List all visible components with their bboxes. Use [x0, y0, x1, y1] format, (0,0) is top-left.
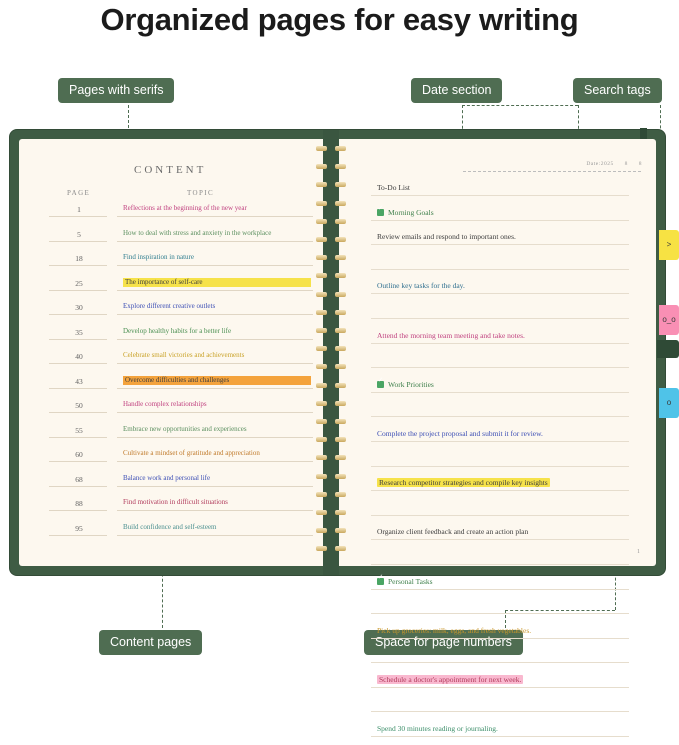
spiral-coil [316, 217, 346, 226]
spiral-coil [316, 271, 346, 280]
table-row [45, 397, 313, 422]
list-item [377, 179, 639, 204]
toc-topic: Cultivate a mindset of gratitude and appreciation [123, 449, 260, 457]
ruled-line [117, 314, 313, 315]
page-left-content [19, 139, 325, 566]
toc-topic: Reflections at the beginning of the new year [123, 204, 247, 212]
spiral-coil [316, 235, 346, 244]
ruled-line [49, 510, 107, 511]
toc-page-number: 18 [75, 254, 83, 263]
ruled-line [117, 363, 313, 364]
list-item [377, 523, 639, 548]
list-item [377, 400, 639, 425]
toc-topic: Find motivation in difficult situations [123, 498, 228, 506]
note-text [377, 379, 434, 390]
spiral-coil [316, 453, 346, 462]
ruled-line [371, 392, 629, 393]
note-label: Morning Goals [388, 207, 434, 217]
note-label: Review emails and respond to important ones. [377, 232, 516, 242]
ruled-line [49, 339, 107, 340]
ruled-line [117, 216, 313, 217]
list-item [377, 597, 639, 622]
list-item [377, 425, 639, 450]
list-item [377, 376, 639, 401]
toc-topic: Develop healthy habits for a better life [123, 326, 232, 335]
note-label: To-Do List [377, 183, 411, 192]
ruled-line [371, 736, 629, 737]
date-section [577, 161, 642, 167]
spiral-coil [316, 490, 346, 499]
toc-page-number: 35 [75, 327, 83, 337]
ruled-line [371, 367, 629, 368]
ruled-line [371, 515, 629, 516]
toc-page-number: 95 [75, 523, 83, 533]
table-row [45, 373, 313, 398]
column-header-page: PAGE [67, 189, 91, 197]
toc-page-number: 55 [75, 425, 83, 435]
table-row [45, 495, 313, 520]
note-label: Schedule a doctor's appointment for next week. [379, 674, 522, 684]
toc-page-number: 30 [75, 303, 83, 312]
spiral-coil [316, 508, 346, 517]
notes-list [377, 179, 639, 745]
spiral-coil [316, 544, 346, 553]
ruled-line [371, 662, 629, 663]
note-label: Pick up groceries: milk, eggs, and fresh vegetables. [377, 625, 532, 635]
toc-topic: How to deal with stress and anxiety in the workplace [123, 228, 272, 237]
list-item [377, 351, 639, 376]
table-of-contents [45, 201, 313, 544]
toc-page-number: 60 [75, 450, 83, 459]
ruled-line [371, 564, 629, 565]
toc-topic: The importance of self-care [123, 278, 311, 288]
spiral-coil [316, 199, 346, 208]
note-label: Personal Tasks [388, 576, 433, 586]
date-label: Date:2025 [586, 161, 614, 167]
list-item [377, 499, 639, 524]
ruled-line [371, 244, 629, 245]
checkbox-checked-icon[interactable] [377, 381, 384, 388]
spiral-coil [316, 144, 346, 153]
note-label: Spend 30 minutes reading or journaling. [377, 724, 498, 734]
note-text [377, 182, 410, 193]
note-text [377, 428, 543, 439]
ruled-line [49, 241, 107, 242]
ruled-line [117, 241, 313, 242]
list-item [377, 450, 639, 475]
note-label: Organize client feedback and create an action plan [377, 527, 529, 537]
ruled-line [117, 339, 313, 340]
spiral-coil [316, 180, 346, 189]
ruled-line [117, 265, 313, 266]
ruled-line [371, 220, 629, 221]
note-text [377, 330, 525, 341]
ruled-line [371, 687, 629, 688]
list-item [377, 204, 639, 229]
toc-page-number: 50 [75, 401, 83, 410]
ruled-line [49, 437, 107, 438]
ruled-line [49, 461, 107, 462]
table-row [45, 446, 313, 471]
toc-topic: Explore different creative outlets [123, 302, 216, 310]
toc-page-number: 40 [75, 352, 83, 361]
ruled-line [371, 613, 629, 614]
spiral-coil [316, 362, 346, 371]
toc-topic: Find inspiration in nature [123, 253, 194, 261]
tab-blue[interactable]: o [659, 388, 679, 418]
ruled-line [117, 437, 313, 438]
note-text [377, 526, 528, 537]
toc-page-number: 1 [77, 205, 81, 214]
note-text [377, 207, 434, 218]
note-label: Work Priorities [388, 379, 434, 389]
spiral-coil [316, 417, 346, 426]
toc-page-number: 68 [75, 474, 83, 484]
note-text [377, 723, 498, 734]
note-text [377, 280, 465, 291]
checkbox-checked-icon[interactable] [377, 578, 384, 585]
tab-pink[interactable]: o_o [659, 305, 679, 335]
list-item [377, 253, 639, 278]
spiral-coil [316, 308, 346, 317]
toc-topic: Handle complex relationships [123, 400, 207, 408]
table-row [45, 250, 313, 275]
date-underline [463, 171, 641, 172]
note-text [377, 477, 550, 488]
note-label: Research competitor strategies and compile key insights [379, 478, 548, 488]
note-label: Attend the morning team meeting and take notes. [377, 330, 525, 340]
spiral-coil [316, 253, 346, 262]
table-row [45, 348, 313, 373]
note-label: Complete the project proposal and submit it for review. [377, 428, 543, 438]
page-number: 1 [637, 549, 640, 555]
ruled-line [371, 195, 629, 196]
note-text [377, 674, 523, 685]
tab-yellow[interactable]: > [659, 230, 679, 260]
list-item [377, 474, 639, 499]
spiral-coil [316, 399, 346, 408]
ruled-line [117, 486, 313, 487]
toc-topic: Embrace new opportunities and experiences [123, 424, 247, 433]
callout-pages-with-serifs: Pages with serifs [58, 78, 174, 103]
list-item [377, 228, 639, 253]
list-item [377, 327, 639, 352]
ruled-line [371, 638, 629, 639]
table-row [45, 324, 313, 349]
spiral-coil [316, 472, 346, 481]
spiral-coil [316, 526, 346, 535]
spiral-coil [316, 290, 346, 299]
table-row [45, 299, 313, 324]
ruled-line [117, 290, 313, 291]
callout-search-tags: Search tags [573, 78, 662, 103]
ruled-line [371, 318, 629, 319]
toc-topic: Balance work and personal life [123, 473, 211, 482]
ruled-line [117, 461, 313, 462]
ruled-line [371, 441, 629, 442]
ruled-line [371, 490, 629, 491]
ruled-line [117, 510, 313, 511]
spiral-coil [316, 162, 346, 171]
toc-topic: Overcome difficulties and challenges [123, 376, 311, 386]
toc-page-number: 88 [75, 499, 83, 508]
ruled-line [371, 466, 629, 467]
ruled-line [49, 412, 107, 413]
column-header-topic: TOPIC [187, 189, 215, 197]
tab-green[interactable] [657, 340, 679, 358]
table-row [45, 275, 313, 300]
ruled-line [49, 363, 107, 364]
toc-topic: Build confidence and self-esteem [123, 522, 217, 531]
ruled-line [49, 486, 107, 487]
list-item [377, 573, 639, 598]
ruled-line [371, 711, 629, 712]
ruled-line [371, 293, 629, 294]
table-row [45, 422, 313, 447]
toc-page-number: 5 [77, 229, 81, 239]
toc-page-number: 25 [75, 278, 83, 288]
note-text [377, 576, 433, 587]
content-heading: CONTENT [134, 164, 207, 176]
ruled-line [49, 314, 107, 315]
list-item [377, 302, 639, 327]
ruled-line [49, 216, 107, 217]
ruled-line [49, 388, 107, 389]
ruled-line [49, 265, 107, 266]
spiral-coil [316, 435, 346, 444]
callout-date-section: Date section [411, 78, 502, 103]
ruled-line [371, 589, 629, 590]
callout-space-for-page-numbers: Space for page numbers [364, 630, 523, 655]
spiral-coil [316, 381, 346, 390]
ruled-line [371, 269, 629, 270]
note-text [377, 625, 531, 636]
checkbox-checked-icon[interactable] [377, 209, 384, 216]
note-text [377, 231, 516, 242]
spiral-coil [316, 344, 346, 353]
list-item [377, 622, 639, 647]
toc-page-number: 43 [75, 376, 83, 386]
ruled-line [371, 539, 629, 540]
ruled-line [117, 535, 313, 536]
table-row [45, 471, 313, 496]
list-item [377, 671, 639, 696]
list-item [377, 720, 639, 745]
callout-content-pages: Content pages [99, 630, 202, 655]
ruled-line [49, 290, 107, 291]
list-item [377, 548, 639, 573]
ruled-line [117, 412, 313, 413]
note-label: Outline key tasks for the day. [377, 281, 465, 291]
ruled-line [371, 343, 629, 344]
date-slot-2: 8 [638, 161, 642, 167]
page-title: Organized pages for easy writing [100, 2, 579, 37]
list-item [377, 695, 639, 720]
table-row [45, 226, 313, 251]
ruled-line [117, 388, 313, 389]
spiral-coils [316, 144, 346, 562]
ruled-line [49, 535, 107, 536]
table-row [45, 520, 313, 545]
leader-line-date-h [462, 105, 578, 106]
list-item [377, 646, 639, 671]
toc-topic: Celebrate small victories and achievements [123, 351, 245, 359]
spiral-coil [316, 326, 346, 335]
ruled-line [371, 416, 629, 417]
date-slot-1: 8 [624, 161, 628, 167]
table-row [45, 201, 313, 226]
list-item [377, 277, 639, 302]
